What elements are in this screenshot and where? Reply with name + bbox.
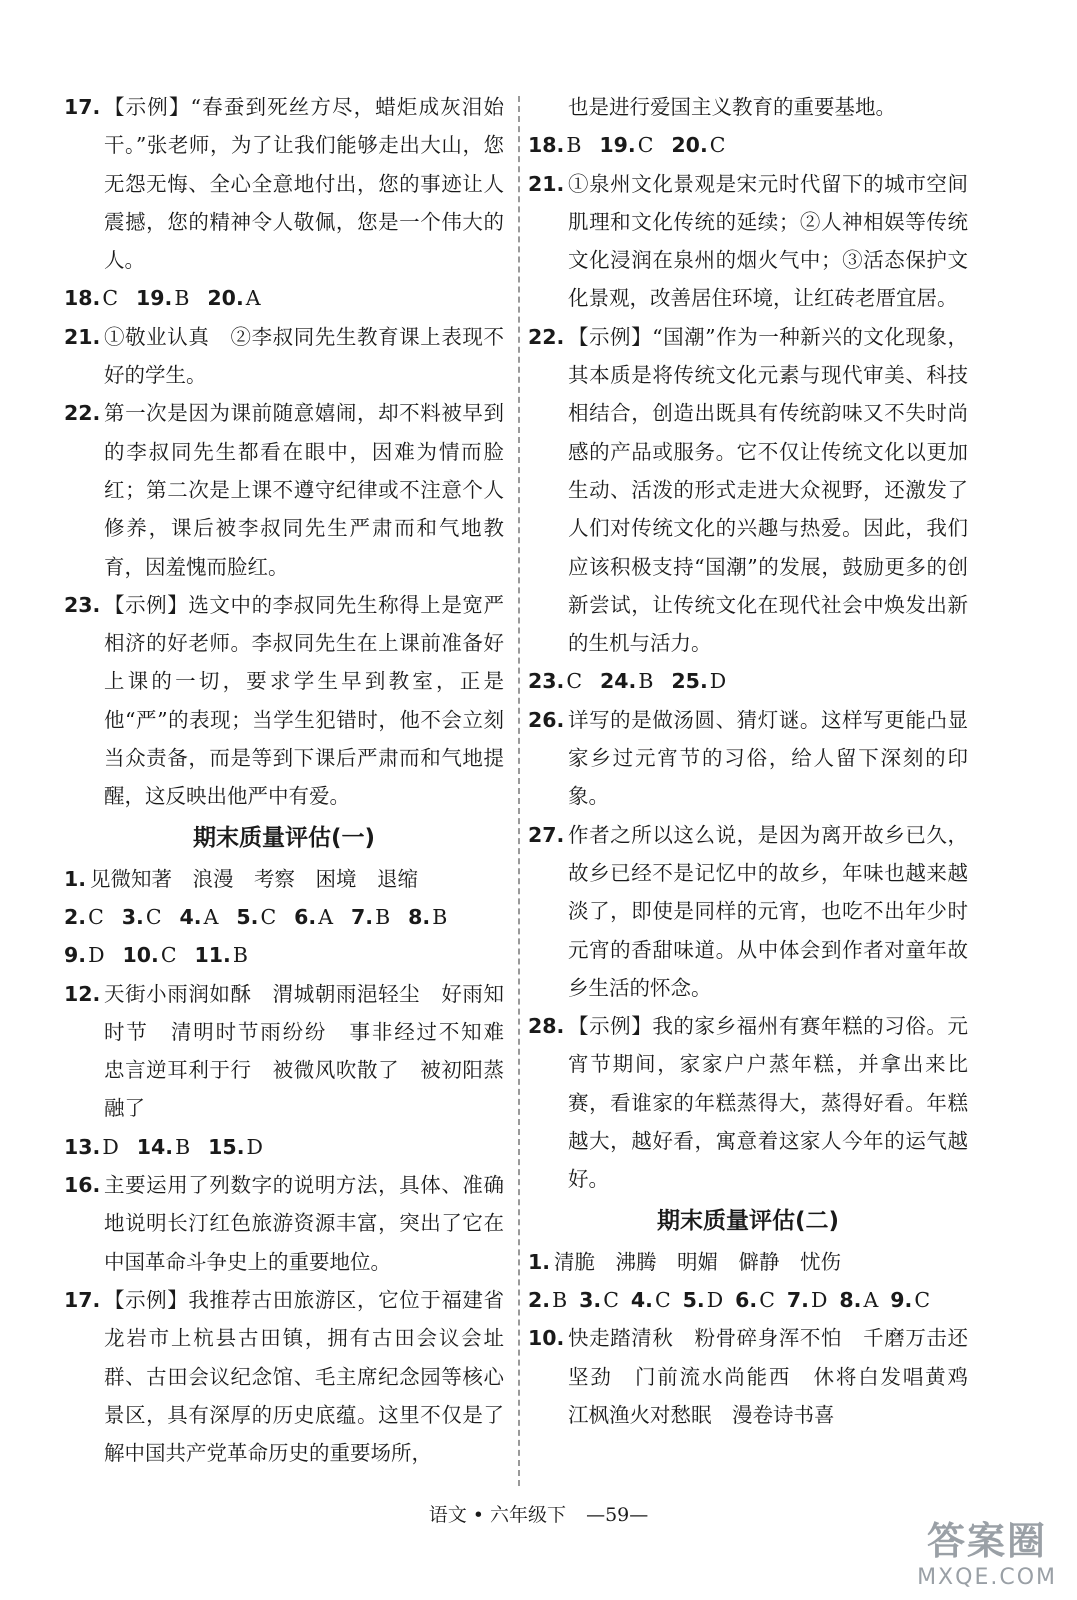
answers-2-9-s2: 2.B 3.C 4.C 5.D 6.C 7.D 8.A 9.C xyxy=(528,1287,931,1312)
question-22: 22. 第一次是因为课前随意嬉闹，却不料被早到的李叔同先生都看在眼中，因难为情而脸红；第二次是上课不遵守纪律或不注意个人修养，课后被李叔同先生严肃而和气地教育，因羞愧而脸红。 xyxy=(64,401,504,579)
question-21-right: 21. ①泉州文化景观是宋元时代留下的城市空间肌理和文化传统的延续；②人神相娱等传统文化浸润在泉州的烟火气中；③活态保护文化景观，改善居住环境，让红砖老厝宜居。 xyxy=(528,171,968,311)
watermark-logo: 答案圈 MXQE.COM xyxy=(917,1519,1057,1590)
right-column xyxy=(528,88,989,1434)
page-number: —59— xyxy=(586,1504,649,1526)
answers-23-25: 23.C 24.B 25.D xyxy=(528,669,727,694)
answers-13-15: 13.D 14.B 15.D xyxy=(64,1134,263,1159)
answers-18-20 xyxy=(64,279,504,317)
s2-question-10: 10. 快走踏清秋 粉骨碎身浑不怕 千磨万击还坚劲 门前流水尚能西 休将白发唱黄鸡 江枫渔火对愁眠 漫卷诗书喜 xyxy=(528,1326,989,1427)
question-26: 26. 详写的是做汤圆、猜灯谜。这样写更能凸显家乡过元宵节的习俗，给人留下深刻的印象。 xyxy=(528,707,968,809)
section-title-2: 期末质量评估(二) xyxy=(656,1207,840,1234)
left-column xyxy=(64,88,525,1472)
answers-9-11: 9.D 10.C 11.B xyxy=(64,943,248,968)
footer-grade: 六年级下 xyxy=(490,1504,567,1526)
page-footer xyxy=(0,1500,1077,1527)
continuation: 也是进行爱国主义教育的重要基地。 xyxy=(568,95,896,119)
column-divider xyxy=(518,96,520,1486)
s1-question-1: 1. 见微知著 浪漫 考察 困境 退缩 xyxy=(64,866,418,891)
s1-question-16: 16. 主要运用了列数字的说明方法，具体、准确地说明长汀红色旅游资源丰富，突出了它在中国革命斗争史上的重要地位。 xyxy=(64,1173,504,1274)
footer-subject: 语文 xyxy=(428,1504,467,1526)
question-21: 21. ①敬业认真 ②李叔同先生教育课上表现不好的学生。 xyxy=(64,324,504,388)
s2-question-1: 1. 清脆 沸腾 明媚 僻静 忧伤 xyxy=(528,1249,841,1274)
answers-2-8: 2.C 3.C 4.A 5.C 6.A 7.B 8.B xyxy=(64,904,448,929)
question-27: 27. 作者之所以这么说，是因为离开故乡已久，故乡已经不是记忆中的故乡，年味也越来越淡了，即使是同样的元宵，也吃不出年少时元宵的香甜味道。从中体会到作者对童年故乡生活的怀念。 xyxy=(528,822,968,1000)
footer-dot: • xyxy=(472,1504,484,1526)
s1-question-17: 17. 【示例】我推荐古田旅游区，它位于福建省龙岩市上杭县古田镇，拥有古田会议会址群、古田会议纪念馆、毛主席纪念园等核心景区，具有深厚的历史底蕴。这里不仅是了解中国共产党革命历史的重要场所， xyxy=(64,1287,504,1466)
question-28: 28. 【示例】我的家乡福州有赛年糕的习俗。元宵节期间，家家户户蒸年糕，并拿出来比赛，看谁家的年糕蒸得大，蒸得好看。年糕越大，越好看，寓意着这家人今年的运气越好。 xyxy=(528,1014,968,1192)
s1-question-12: 12. 天街小雨润如酥 渭城朝雨浥轻尘 好雨知时节 清明时节雨纷纷 事非经过不知难 忠言逆耳利于行 被微风吹散了 被初阳蒸融了 xyxy=(64,981,525,1121)
answers-18-20-right: 18.B 19.C 20.C xyxy=(528,133,726,158)
answer-19: 19.B xyxy=(136,286,190,311)
question-17: 17. 【示例】“春蚕到死丝方尽，蜡炬成灰泪始干。”张老师，为了让我们能够走出大山，您无怨无悔、全心全意地付出，您的事迹让人震撼，您的精神令人敬佩，您是一个伟大的人。 xyxy=(64,95,504,273)
section-title-1: 期末质量评估(一) xyxy=(192,824,376,851)
question-22-right: 22. 【示例】“国潮”作为一种新兴的文化现象，其本质是将传统文化元素与现代审美、科技相结合，创造出既具有传统韵味又不失时尚感的产品或服务。它不仅让传统文化以更加生动、活泼的形式走进大众视野，还激发了人们对传统文化的兴趣与热爱。因此，我们应该积极支持“国潮”的发展，鼓励更多的创新尝试，让传统文化在现代社会中焕发出新的生机与活力。 xyxy=(528,324,968,656)
answer-20: 20.A xyxy=(207,286,261,311)
answer-18: 18.C xyxy=(64,286,119,311)
question-23: 23. 【示例】选文中的李叔同先生称得上是宽严相济的好老师。李叔同先生在上课前准备好上课的一切，要求学生早到教室，正是他“严”的表现；当学生犯错时，他不会立刻当众责备，而是等到下课后严肃而和气地提醒，这反映出他严中有爱。 xyxy=(64,592,504,809)
